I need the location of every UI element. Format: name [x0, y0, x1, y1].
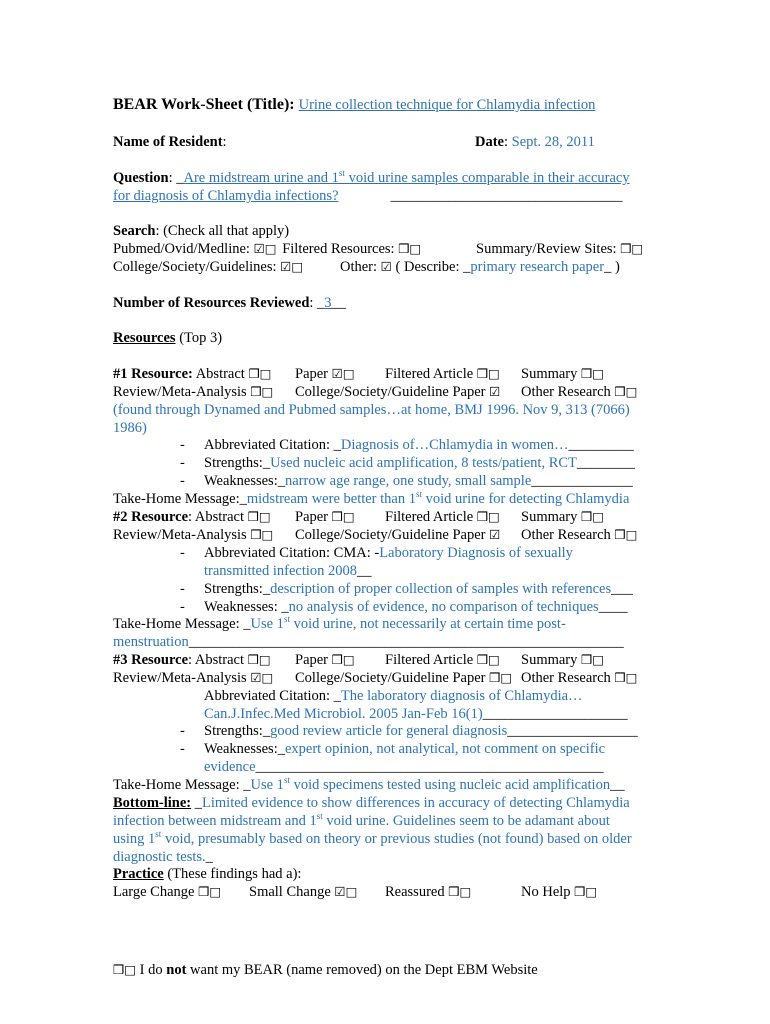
- r3-college-checkbox[interactable]: ❒□: [489, 670, 513, 685]
- r3-other: Other Research ❒□: [521, 670, 638, 686]
- practice-small: Small Change ☑□: [249, 884, 358, 900]
- r2-paper: Paper ❒□: [295, 509, 355, 525]
- r2-strengths-value[interactable]: description of proper collection of samples with references: [270, 581, 612, 597]
- date-label: Date: [475, 134, 504, 150]
- r1-strengths: Strengths:_Used nucleic acid amplification, 8 tests/patient, RCT________: [204, 455, 635, 471]
- r2-other-checkbox[interactable]: ❒□: [614, 527, 638, 542]
- r3-take-home: Take-Home Message: _Use 1st void specimens tested using nucleic acid amplification__: [113, 775, 625, 793]
- website-optout: ❒□ I do not want my BEAR (name removed) on the Dept EBM Website: [113, 962, 538, 978]
- r3-review-checkbox[interactable]: ☑□: [250, 670, 274, 685]
- r3-weaknesses-cont: evidence________________________________________________: [204, 759, 604, 775]
- question-line-2: for diagnosis of Chlamydia infections? ________________________________: [113, 188, 623, 204]
- small-change-checkbox[interactable]: ☑□: [334, 884, 358, 899]
- r2-summary: Summary ❒□: [521, 509, 605, 525]
- r3-strengths-value[interactable]: good review article for general diagnosis: [270, 723, 508, 739]
- r2-weaknesses-value[interactable]: no analysis of evidence, no comparison of techniques: [288, 599, 599, 615]
- r3-citation-cont: Can.J.Infec.Med Microbiol. 2005 Jan-Feb 16(1)____________________: [204, 706, 628, 722]
- bottom-line-value[interactable]: Limited evidence to show differences in accuracy of detecting Chlamydia: [202, 795, 630, 811]
- resource1-type-row-2: Review/Meta-Analysis ❒□: [113, 384, 274, 400]
- r2-paper-checkbox[interactable]: ❒□: [331, 509, 355, 524]
- question-line-1: Question: _Are midstream urine and 1st void urine samples comparable in their accuracy: [113, 168, 630, 186]
- r3-college: College/Society/Guideline Paper ❒□: [295, 670, 513, 686]
- worksheet-title: [113, 96, 595, 114]
- search-other: Other: ☑ ( Describe: _primary research paper_ ): [340, 259, 620, 275]
- r1-citation-dash: -: [180, 437, 185, 453]
- r2-summary-checkbox[interactable]: ❒□: [581, 509, 605, 524]
- r2-abstract-checkbox[interactable]: ❒□: [247, 509, 271, 524]
- bottom-line-2[interactable]: infection between midstream and 1st void urine. Guidelines seem to be adamant about: [113, 811, 610, 829]
- r2-review-checkbox[interactable]: ❒□: [250, 527, 274, 542]
- optout-checkbox[interactable]: ❒□: [113, 962, 137, 977]
- r1-citation-value[interactable]: Diagnosis of…Chlamydia in women…: [340, 437, 569, 453]
- r1-college: College/Society/Guideline Paper ☑: [295, 384, 501, 400]
- resident-row: Name of Resident:: [113, 134, 227, 150]
- r1-other-checkbox[interactable]: ❒□: [614, 384, 638, 399]
- r2-take-home-value[interactable]: Use 1st void urine, not necessarily at certain time post-: [250, 614, 566, 632]
- r3-strengths: Strengths:_good review article for general diagnosis__________________: [204, 723, 638, 739]
- num-resources-label: Number of Resources Reviewed: [113, 295, 310, 311]
- bottom-line-label: Bottom-line:: [113, 795, 192, 811]
- r3-citation-value[interactable]: The laboratory diagnosis of Chlamydia…: [340, 688, 583, 704]
- search-row-2: College/Society/Guidelines: ☑□: [113, 259, 304, 275]
- question-label: Question: [113, 170, 169, 186]
- r1-take-home: Take-Home Message:_midstream were better than 1st void urine for detecting Chlamydia: [113, 489, 630, 507]
- filtered-resources-checkbox[interactable]: ❒□: [398, 241, 422, 256]
- r1-paper: Paper ☑□: [295, 366, 355, 382]
- no-help-checkbox[interactable]: ❒□: [574, 884, 598, 899]
- r3-citation-value-cont[interactable]: Can.J.Infec.Med Microbiol. 2005 Jan-Feb 16(1): [204, 706, 483, 722]
- r3-weaknesses-value-cont[interactable]: evidence: [204, 759, 256, 775]
- practice-no-help: No Help ❒□: [521, 884, 598, 900]
- r3-weaknesses-value[interactable]: expert opinion, not analytical, not comment on specific: [284, 741, 606, 757]
- other-checkbox[interactable]: ☑: [380, 259, 392, 274]
- r2-college: College/Society/Guideline Paper ☑: [295, 527, 501, 543]
- r1-summary-checkbox[interactable]: ❒□: [581, 366, 605, 381]
- r2-strengths-dash: -: [180, 581, 185, 597]
- summary-sites-checkbox[interactable]: ❒□: [620, 241, 644, 256]
- search-row-1: Pubmed/Ovid/Medline: ☑□ Filtered Resources: ❒□: [113, 241, 422, 257]
- r2-weaknesses-dash: -: [180, 599, 185, 615]
- resource2-label: #2 Resource: [113, 509, 189, 525]
- r2-citation: Abbreviated Citation: CMA: -Laboratory Diagnosis of sexually: [204, 545, 573, 561]
- r1-weaknesses-value[interactable]: narrow age range, one study, small sample: [284, 473, 532, 489]
- r3-summary-checkbox[interactable]: ❒□: [581, 652, 605, 667]
- num-resources-value[interactable]: 3: [324, 295, 332, 311]
- r2-filtered-checkbox[interactable]: ❒□: [476, 509, 500, 524]
- r2-take-home-cont: menstruation____________________________________________________________: [113, 634, 624, 650]
- college-guidelines-checkbox[interactable]: ☑□: [280, 259, 304, 274]
- summary-review-sites: Summary/Review Sites: ❒□: [476, 241, 644, 257]
- resource2-type-row: #2 Resource: Abstract ❒□: [113, 509, 271, 525]
- r1-strengths-value[interactable]: Used nucleic acid amplification, 8 tests/patient, RCT: [270, 455, 577, 471]
- r2-weaknesses: Weaknesses: _no analysis of evidence, no comparison of techniques____: [204, 599, 628, 615]
- bottom-line-1: Bottom-line: _Limited evidence to show differences in accuracy of detecting Chlamydia: [113, 795, 630, 811]
- question-value[interactable]: Are midstream urine and 1st void urine samples comparable in their accuracy: [183, 168, 630, 186]
- resource1-label: #1 Resource:: [113, 366, 193, 382]
- r3-strengths-dash: -: [180, 723, 185, 739]
- r2-college-checkbox[interactable]: ☑: [489, 527, 501, 542]
- practice-reassured: Reassured ❒□: [385, 884, 472, 900]
- resource3-type-row: #3 Resource: Abstract ❒□: [113, 652, 271, 668]
- bottom-line-3[interactable]: using 1st void, presumably based on theory or previous studies (not found) based on older: [113, 829, 632, 847]
- r3-abstract-checkbox[interactable]: ❒□: [247, 652, 271, 667]
- r1-weaknesses: Weaknesses:_narrow age range, one study, small sample______________: [204, 473, 633, 489]
- num-resources-row: Number of Resources Reviewed: _3__: [113, 295, 347, 311]
- r2-other: Other Research ❒□: [521, 527, 638, 543]
- resident-label: Name of Resident: [113, 134, 223, 150]
- r1-found-line-2[interactable]: 1986): [113, 420, 147, 436]
- r3-weaknesses-dash: -: [180, 741, 185, 757]
- r2-take-home-value-cont[interactable]: menstruation: [113, 634, 189, 650]
- r1-weaknesses-dash: -: [180, 473, 185, 489]
- r1-filtered: Filtered Article ❒□: [385, 366, 500, 382]
- title-label: BEAR Work-Sheet (Title):: [113, 96, 295, 113]
- r2-citation-value[interactable]: Laboratory Diagnosis of sexually: [379, 545, 573, 561]
- pubmed-checkbox[interactable]: ☑□: [253, 241, 277, 256]
- r2-citation-dash: -: [180, 545, 185, 561]
- resource1-type-row: #1 Resource: Abstract ❒□: [113, 366, 272, 382]
- practice-heading: Practice (These findings had a):: [113, 866, 302, 882]
- date-row: Date: Sept. 28, 2011: [475, 134, 595, 150]
- bottom-line-value-end[interactable]: diagnostic tests.: [113, 849, 206, 865]
- r1-review-checkbox[interactable]: ❒□: [250, 384, 274, 399]
- practice-large: Large Change ❒□: [113, 884, 222, 900]
- r3-summary: Summary ❒□: [521, 652, 605, 668]
- search-label: Search: [113, 223, 156, 239]
- r2-filtered: Filtered Article ❒□: [385, 509, 500, 525]
- describe-value[interactable]: primary research paper: [470, 259, 605, 275]
- r1-strengths-dash: -: [180, 455, 185, 471]
- resources-heading: Resources (Top 3): [113, 330, 223, 346]
- r2-strengths: Strengths:_description of proper collection of samples with references___: [204, 581, 633, 597]
- resource3-type-row-2: Review/Meta-Analysis ☑□: [113, 670, 274, 686]
- r1-filtered-checkbox[interactable]: ❒□: [476, 366, 500, 381]
- r2-citation-value-cont[interactable]: transmitted infection 2008: [204, 563, 358, 579]
- r3-weaknesses: Weaknesses:_expert opinion, not analytical, not comment on specific: [204, 741, 606, 757]
- r1-other: Other Research ❒□: [521, 384, 638, 400]
- r3-paper-checkbox[interactable]: ❒□: [331, 652, 355, 667]
- reassured-checkbox[interactable]: ❒□: [448, 884, 472, 899]
- question-value-cont[interactable]: for diagnosis of Chlamydia infections?: [113, 188, 339, 204]
- title-value[interactable]: Urine collection technique for Chlamydia infection: [298, 97, 596, 113]
- r1-found-line-1[interactable]: (found through Dynamed and Pubmed samples…at home, BMJ 1996. Nov 9, 313 (7066): [113, 402, 630, 418]
- search-heading: Search: (Check all that apply): [113, 223, 290, 239]
- r3-citation: Abbreviated Citation: _The laboratory diagnosis of Chlamydia…: [204, 688, 583, 704]
- r3-filtered-checkbox[interactable]: ❒□: [476, 652, 500, 667]
- resource2-type-row-2: Review/Meta-Analysis ❒□: [113, 527, 274, 543]
- date-value[interactable]: Sept. 28, 2011: [511, 134, 595, 150]
- r1-summary: Summary ❒□: [521, 366, 605, 382]
- r3-filtered: Filtered Article ❒□: [385, 652, 500, 668]
- r1-citation: Abbreviated Citation: _Diagnosis of…Chlamydia in women…_________: [204, 437, 634, 453]
- r1-college-checkbox[interactable]: ☑: [489, 384, 501, 399]
- r3-other-checkbox[interactable]: ❒□: [614, 670, 638, 685]
- r3-paper: Paper ❒□: [295, 652, 355, 668]
- r3-take-home-value[interactable]: Use 1st void specimens tested using nucleic acid amplification: [250, 775, 611, 793]
- r2-take-home: Take-Home Message: _Use 1st void urine, not necessarily at certain time post-: [113, 614, 566, 632]
- r2-citation-cont: transmitted infection 2008__: [204, 563, 372, 579]
- large-change-checkbox[interactable]: ❒□: [198, 884, 222, 899]
- r1-take-home-value[interactable]: midstream were better than 1st void urine for detecting Chlamydia: [246, 489, 630, 507]
- r1-abstract-checkbox[interactable]: ❒□: [248, 366, 272, 381]
- bottom-line-4: diagnostic tests._: [113, 849, 213, 865]
- r1-paper-checkbox[interactable]: ☑□: [331, 366, 355, 381]
- resource3-label: #3 Resource: [113, 652, 189, 668]
